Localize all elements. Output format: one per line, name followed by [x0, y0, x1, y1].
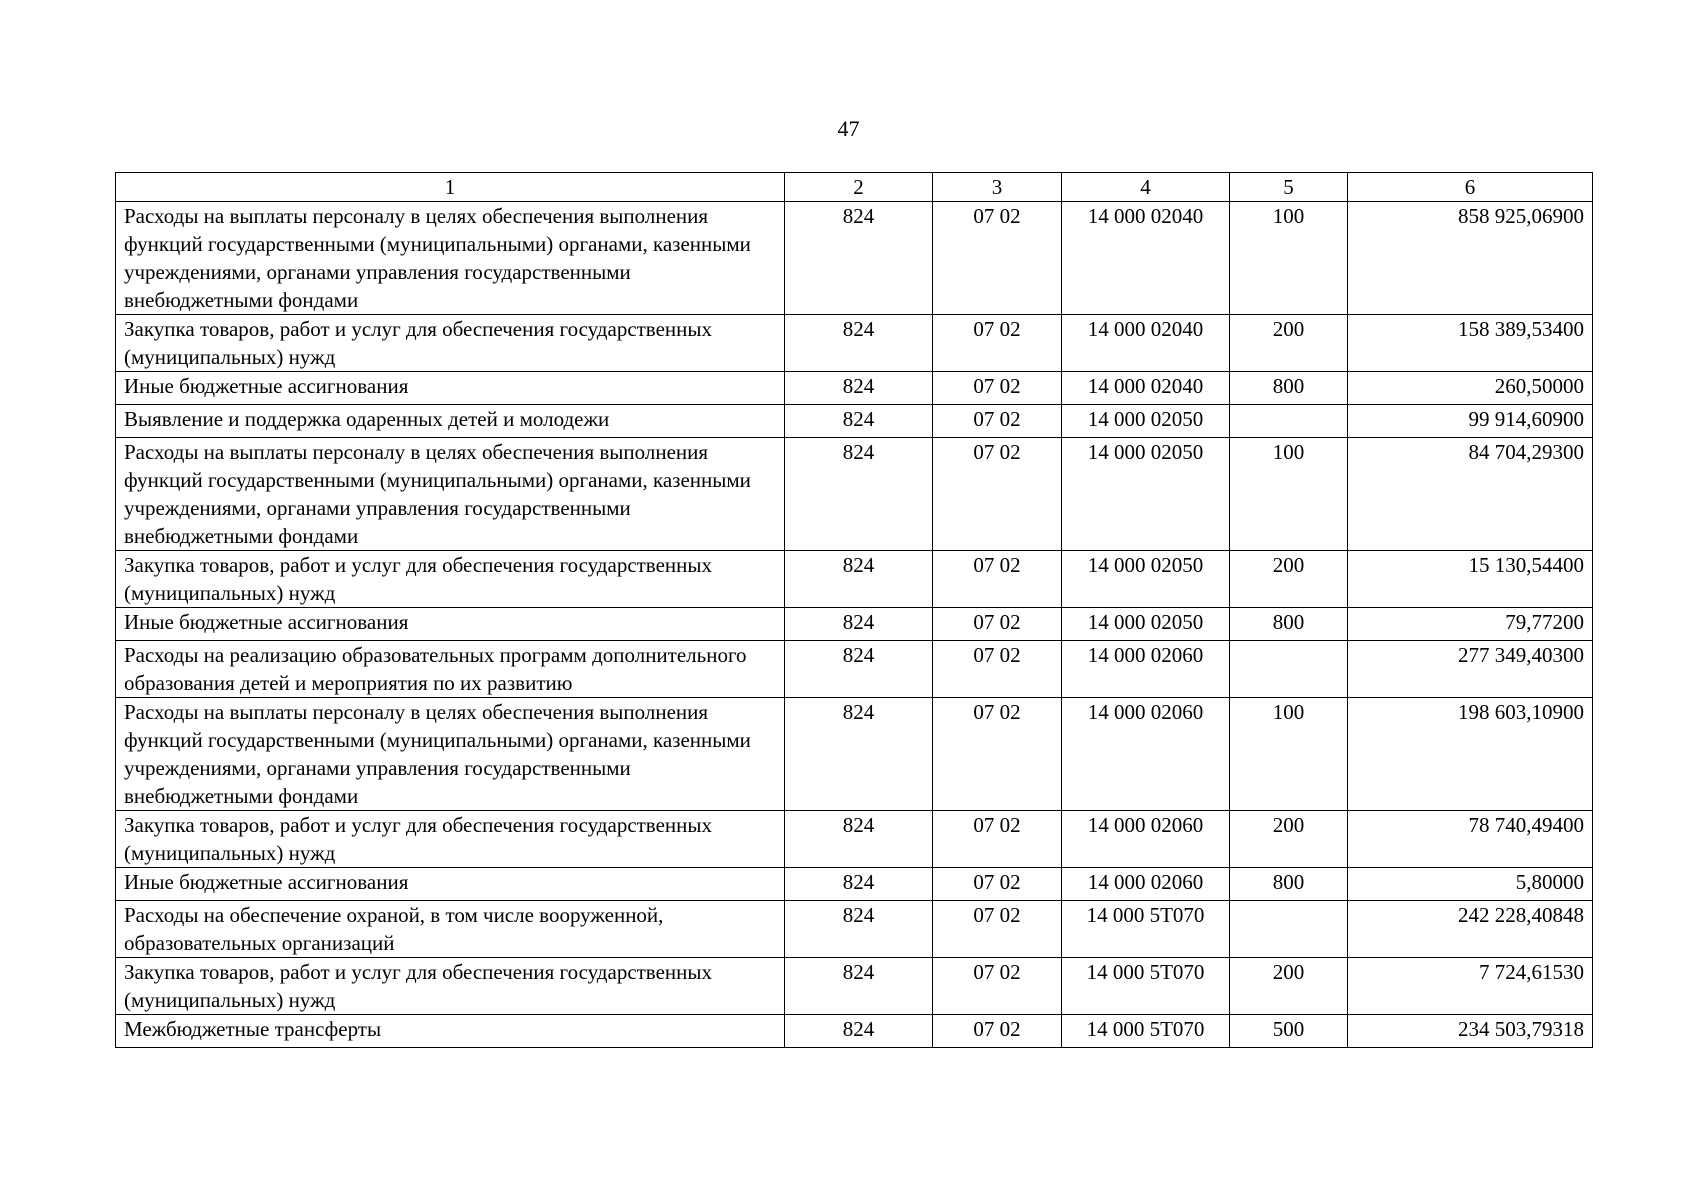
expense-type: 800 [1230, 868, 1348, 901]
department-code: 824 [785, 551, 933, 608]
table-row [116, 551, 1593, 608]
expense-type: 200 [1230, 315, 1348, 372]
amount: 234 503,79318 [1348, 1015, 1593, 1048]
section-code: 07 02 [933, 372, 1062, 405]
target-article: 14 000 5Т070 [1062, 901, 1230, 958]
table-row [116, 641, 1593, 698]
section-code: 07 02 [933, 958, 1062, 1015]
expense-type: 800 [1230, 372, 1348, 405]
section-code: 07 02 [933, 641, 1062, 698]
table-row [116, 1015, 1593, 1048]
department-code: 824 [785, 202, 933, 315]
section-code: 07 02 [933, 901, 1062, 958]
target-article: 14 000 5Т070 [1062, 958, 1230, 1015]
table-row [116, 868, 1593, 901]
section-code: 07 02 [933, 438, 1062, 551]
section-code: 07 02 [933, 698, 1062, 811]
amount: 99 914,60900 [1348, 405, 1593, 438]
target-article: 14 000 02060 [1062, 868, 1230, 901]
page-number: 47 [837, 116, 860, 141]
expense-type: 100 [1230, 202, 1348, 315]
table-row [116, 901, 1593, 958]
target-article: 14 000 02050 [1062, 438, 1230, 551]
item-name: Закупка товаров, работ и услуг для обеспечения государственных (муниципальных) нужд [116, 811, 785, 868]
column-header: 5 [1230, 173, 1348, 202]
column-header: 1 [116, 173, 785, 202]
amount: 7 724,61530 [1348, 958, 1593, 1015]
target-article: 14 000 02040 [1062, 372, 1230, 405]
expense-type: 100 [1230, 698, 1348, 811]
section-code: 07 02 [933, 405, 1062, 438]
item-name: Иные бюджетные ассигнования [116, 608, 785, 641]
table-row [116, 698, 1593, 811]
item-name: Иные бюджетные ассигнования [116, 868, 785, 901]
item-name: Закупка товаров, работ и услуг для обеспечения государственных (муниципальных) нужд [116, 315, 785, 372]
item-name: Расходы на выплаты персоналу в целях обеспечения выполнения функций государственными (муниципальными) органами, казенными учреждениями, органами управления государственными внебюджетными фондами [116, 202, 785, 315]
table-row [116, 315, 1593, 372]
item-name: Расходы на реализацию образовательных программ дополнительного образования детей и мероприятия по их развитию [116, 641, 785, 698]
target-article: 14 000 02040 [1062, 202, 1230, 315]
item-name: Межбюджетные трансферты [116, 1015, 785, 1048]
column-header: 6 [1348, 173, 1593, 202]
amount: 260,50000 [1348, 372, 1593, 405]
amount: 78 740,49400 [1348, 811, 1593, 868]
amount: 198 603,10900 [1348, 698, 1593, 811]
department-code: 824 [785, 608, 933, 641]
amount: 858 925,06900 [1348, 202, 1593, 315]
item-name: Закупка товаров, работ и услуг для обеспечения государственных (муниципальных) нужд [116, 551, 785, 608]
target-article: 14 000 02050 [1062, 405, 1230, 438]
expense-type: 100 [1230, 438, 1348, 551]
column-header: 4 [1062, 173, 1230, 202]
amount: 5,80000 [1348, 868, 1593, 901]
expense-type: 200 [1230, 958, 1348, 1015]
expense-type: 200 [1230, 811, 1348, 868]
item-name: Расходы на выплаты персоналу в целях обеспечения выполнения функций государственными (муниципальными) органами, казенными учреждениями, органами управления государственными внебюджетными фондами [116, 438, 785, 551]
table-row [116, 405, 1593, 438]
section-code: 07 02 [933, 868, 1062, 901]
expense-type [1230, 405, 1348, 438]
table-header-row [116, 173, 1593, 202]
budget-table [115, 172, 1593, 1048]
target-article: 14 000 02050 [1062, 608, 1230, 641]
amount: 84 704,29300 [1348, 438, 1593, 551]
department-code: 824 [785, 641, 933, 698]
amount: 79,77200 [1348, 608, 1593, 641]
table-row [116, 958, 1593, 1015]
item-name: Выявление и поддержка одаренных детей и молодежи [116, 405, 785, 438]
department-code: 824 [785, 1015, 933, 1048]
column-header: 3 [933, 173, 1062, 202]
department-code: 824 [785, 958, 933, 1015]
item-name: Иные бюджетные ассигнования [116, 372, 785, 405]
target-article: 14 000 5Т070 [1062, 1015, 1230, 1048]
item-name: Расходы на обеспечение охраной, в том числе вооруженной, образовательных организаций [116, 901, 785, 958]
expense-type: 800 [1230, 608, 1348, 641]
target-article: 14 000 02040 [1062, 315, 1230, 372]
column-header: 2 [785, 173, 933, 202]
table-row [116, 811, 1593, 868]
department-code: 824 [785, 372, 933, 405]
expense-type [1230, 641, 1348, 698]
table-row [116, 372, 1593, 405]
table-body [116, 202, 1593, 1048]
section-code: 07 02 [933, 551, 1062, 608]
expense-type: 200 [1230, 551, 1348, 608]
table-row [116, 202, 1593, 315]
table-row [116, 608, 1593, 641]
expense-type [1230, 901, 1348, 958]
item-name: Закупка товаров, работ и услуг для обеспечения государственных (муниципальных) нужд [116, 958, 785, 1015]
department-code: 824 [785, 811, 933, 868]
department-code: 824 [785, 868, 933, 901]
department-code: 824 [785, 901, 933, 958]
department-code: 824 [785, 438, 933, 551]
amount: 242 228,40848 [1348, 901, 1593, 958]
expense-type: 500 [1230, 1015, 1348, 1048]
target-article: 14 000 02060 [1062, 811, 1230, 868]
target-article: 14 000 02050 [1062, 551, 1230, 608]
department-code: 824 [785, 315, 933, 372]
section-code: 07 02 [933, 608, 1062, 641]
target-article: 14 000 02060 [1062, 698, 1230, 811]
department-code: 824 [785, 405, 933, 438]
amount: 277 349,40300 [1348, 641, 1593, 698]
section-code: 07 02 [933, 811, 1062, 868]
amount: 15 130,54400 [1348, 551, 1593, 608]
section-code: 07 02 [933, 202, 1062, 315]
section-code: 07 02 [933, 1015, 1062, 1048]
amount: 158 389,53400 [1348, 315, 1593, 372]
department-code: 824 [785, 698, 933, 811]
section-code: 07 02 [933, 315, 1062, 372]
item-name: Расходы на выплаты персоналу в целях обеспечения выполнения функций государственными (муниципальными) органами, казенными учреждениями, органами управления государственными внебюджетными фондами [116, 698, 785, 811]
target-article: 14 000 02060 [1062, 641, 1230, 698]
table-row [116, 438, 1593, 551]
